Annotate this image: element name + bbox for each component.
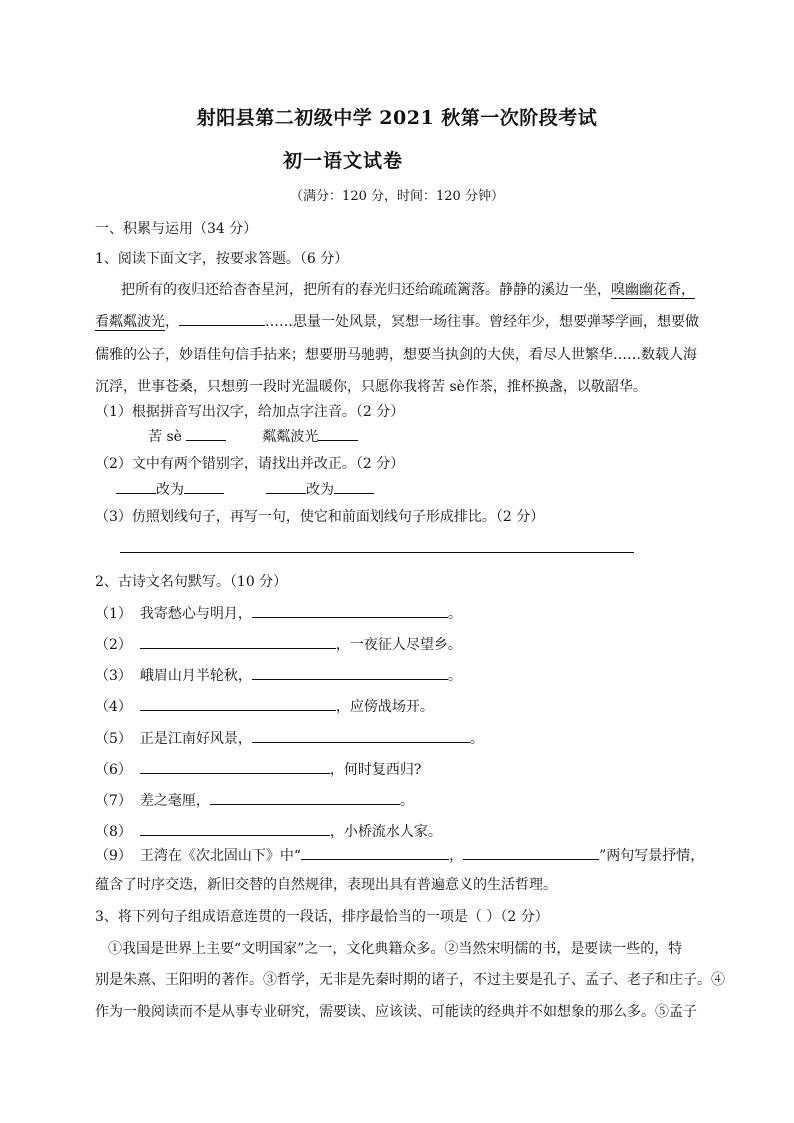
underlined-sentence-2: 看粼粼波光 <box>95 314 165 330</box>
answer-blank[interactable] <box>140 696 336 711</box>
poem-item-7: （7） 差之毫厘， 。 <box>95 790 414 810</box>
sub-question-2: （2）文中有两个错别字，请找出并改正。（2 分） <box>95 456 405 472</box>
answer-blank[interactable] <box>252 603 448 618</box>
poem-item-9-cont: 蕴含了时序交迭，新旧交替的自然规律，表现出具有普遍意义的生活哲理。 <box>95 877 557 893</box>
answer-blank[interactable] <box>266 479 306 494</box>
answer-blank[interactable] <box>179 311 265 326</box>
underlined-sentence: 嗅幽幽花香， <box>611 282 695 298</box>
poem-item-3: （3） 峨眉山月半轮秋， 。 <box>95 665 462 685</box>
section-heading: 一、积累与运用（34 分） <box>95 221 258 237</box>
question-3-line-1: ①我国是世界上主要“文明国家”之一，文化典籍众多。②当然宋明儒的书，是要读一些的，特 <box>108 941 683 957</box>
answer-blank[interactable] <box>140 759 330 774</box>
answer-blank[interactable] <box>252 728 470 743</box>
answer-blank[interactable] <box>463 845 599 860</box>
answer-blank[interactable] <box>140 634 336 649</box>
poem-item-1: （1） 我寄愁心与明月， 。 <box>95 603 462 623</box>
question-1-title: 1、阅读下面文字，按要求答题。（6 分） <box>95 251 349 267</box>
answer-blank[interactable] <box>334 479 374 494</box>
passage-line-4: 沉浮，世事苍桑，只想剪一段时光温暖你，只愿你我将苦 sè作茶，推杯换盏，以敬韶华。 <box>95 379 647 395</box>
exam-title: 射阳县第二初级中学 2021 秋第一次阶段考试 <box>196 107 598 129</box>
passage-line-2: 看粼粼波光， ……思量一处风景，冥想一场往事。曾经年少，想要弹琴学画，想要做 <box>95 311 699 331</box>
answer-blank[interactable] <box>252 665 448 680</box>
sub-question-1-answers: 苦 sè 粼粼波光 <box>148 426 358 446</box>
exam-meta: （满分：120 分，时间：120 分钟） <box>290 189 504 204</box>
passage-line-1: 把所有的夜归还给杳杳星河，把所有的春光归还给疏疏篱落。静静的溪边一坐，嗅幽幽花香， <box>121 282 695 298</box>
poem-item-5: （5） 正是江南好风景， 。 <box>95 728 484 748</box>
exam-subtitle: 初一语文试卷 <box>283 150 404 172</box>
poem-item-2: （2） ，一夜征人尽望乡。 <box>95 634 462 654</box>
answer-blank[interactable] <box>186 426 226 441</box>
question-3-line-3: 作为一般阅读而不是从事专业研究，需要读、应该读、可能读的经典并不如想象的那么多。⑤孟子 <box>95 1004 697 1020</box>
sub-question-2-answers: 改为 改为 <box>116 479 374 499</box>
poem-item-8: （8） ，小桥流水人家。 <box>95 821 442 841</box>
answer-blank[interactable] <box>318 426 358 441</box>
answer-blank[interactable] <box>140 821 330 836</box>
poem-item-9: （9） 王湾在《次北固山下》中“ ， ”两句写景抒情， <box>95 845 704 865</box>
poem-item-6: （6） ，何时复西归? <box>95 759 421 779</box>
poem-item-4: （4） ，应傍战场开。 <box>95 696 434 716</box>
question-3-line-2: 别是朱熹、王阳明的著作。③哲学，无非是先秦时期的诸子，不过主要是孔子、孟子、老子和庄子。④ <box>95 972 725 988</box>
answer-blank[interactable] <box>116 479 156 494</box>
sub-question-1: （1）根据拼音写出汉字，给加点字注音。（2 分） <box>95 404 405 420</box>
question-3-title: 3、将下列句子组成语意连贯的一段话，排序最恰当的一项是（ ）（2 分） <box>95 909 549 925</box>
passage-line-3: 儒雅的公子，妙语佳句信手拈来；想要册马驰骋，想要当执剑的大侠，看尽人世繁华……数载人海 <box>95 347 697 363</box>
question-2-title: 2、古诗文名句默写。（10 分） <box>95 574 288 590</box>
sub-question-3: （3）仿照划线句子，再写一句，使它和前面划线句子形成排比。（2 分） <box>95 509 545 525</box>
answer-blank[interactable] <box>210 790 400 805</box>
answer-blank[interactable] <box>301 845 449 860</box>
answer-line[interactable] <box>120 552 634 553</box>
answer-blank[interactable] <box>184 479 224 494</box>
